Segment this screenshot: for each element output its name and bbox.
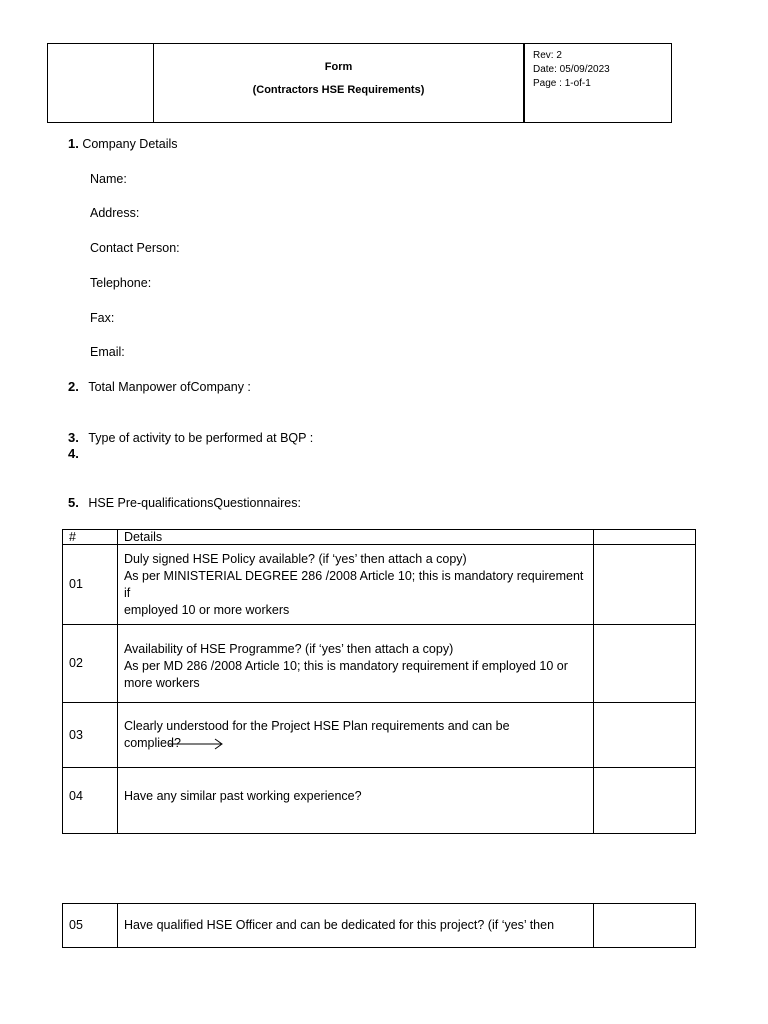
header-divider: [523, 44, 525, 122]
section-number: 5.: [68, 495, 79, 510]
table-row: [63, 768, 696, 834]
detail-line: As per MINISTERIAL DEGREE 286 /2008 Article 10; this is mandatory requirement if: [123, 568, 584, 600]
row-details: [117, 703, 593, 768]
row-details: [117, 625, 593, 703]
table-row: [63, 703, 696, 768]
date: Date: 05/09/2023: [533, 64, 610, 75]
detail-line: Have qualified HSE Officer and can be dedicated for this project? (if ‘yes’ then: [123, 918, 555, 932]
section-1: [68, 136, 178, 152]
answer-cell[interactable]: [594, 703, 696, 768]
page-number: Page : 1-of-1: [533, 78, 591, 89]
header-cell-number: #: [63, 530, 118, 545]
form-subtitle: (Contractors HSE Requirements): [252, 84, 425, 96]
field-fax: Fax:: [90, 311, 115, 325]
section-label: Company Details: [82, 137, 178, 151]
detail-line: Availability of HSE Programme? (if ‘yes’ then attach a copy): [123, 641, 454, 656]
section-label: Total Manpower ofCompany :: [88, 380, 251, 394]
detail-line-wrap: [124, 735, 587, 752]
field-telephone: Telephone:: [90, 276, 152, 290]
row-details: [117, 904, 593, 948]
revision: Rev: 2: [533, 50, 562, 61]
table-row: [63, 545, 696, 625]
section-5: [68, 495, 301, 511]
row-number: 05: [63, 904, 118, 948]
arrow-icon: [169, 738, 229, 750]
row-number: 03: [63, 703, 118, 768]
header-cell-blank: [594, 530, 696, 545]
answer-cell[interactable]: [594, 904, 696, 948]
detail-line: complied?: [123, 736, 181, 750]
questionnaire-table-continued: [62, 903, 696, 948]
section-4: [68, 446, 79, 462]
field-contact-person: Contact Person:: [90, 241, 180, 255]
section-number: 1.: [68, 136, 79, 151]
table-row: [63, 904, 696, 948]
detail-line: more workers: [123, 675, 200, 687]
questionnaire-table: [62, 529, 696, 834]
header-cell-details: Details: [117, 530, 593, 545]
table-row: [63, 625, 696, 703]
row-number: 02: [63, 625, 118, 703]
section-number: 4.: [68, 446, 79, 461]
section-number: 3.: [68, 430, 79, 445]
detail-line: Duly signed HSE Policy available? (if ‘yes’ then attach a copy): [123, 551, 467, 566]
field-name: Name:: [90, 172, 127, 186]
detail-line: Clearly understood for the Project HSE Plan requirements and can be: [123, 719, 510, 733]
detail-line: As per MD 286 /2008 Article 10; this is mandatory requirement if employed 10 or: [123, 658, 568, 673]
answer-cell[interactable]: [594, 545, 696, 625]
field-address: Address:: [90, 206, 140, 220]
row-number: 04: [63, 768, 118, 834]
form-title: Form: [324, 61, 353, 73]
field-email: Email:: [90, 345, 125, 359]
answer-cell[interactable]: [594, 625, 696, 703]
row-number: 01: [63, 545, 118, 625]
section-2: [68, 379, 251, 395]
section-3: [68, 430, 313, 446]
section-label: HSE Pre-qualificationsQuestionnaires:: [88, 496, 301, 510]
detail-line: Have any similar past working experience?: [123, 789, 362, 803]
detail-line: employed 10 or more workers: [123, 602, 290, 617]
header-divider: [153, 44, 154, 122]
table-header-row: [63, 530, 696, 545]
row-details: [117, 545, 593, 625]
answer-cell[interactable]: [594, 768, 696, 834]
section-label: Type of activity to be performed at BQP :: [88, 431, 314, 445]
section-number: 2.: [68, 379, 79, 394]
row-details: [117, 768, 593, 834]
form-header: [47, 43, 672, 123]
